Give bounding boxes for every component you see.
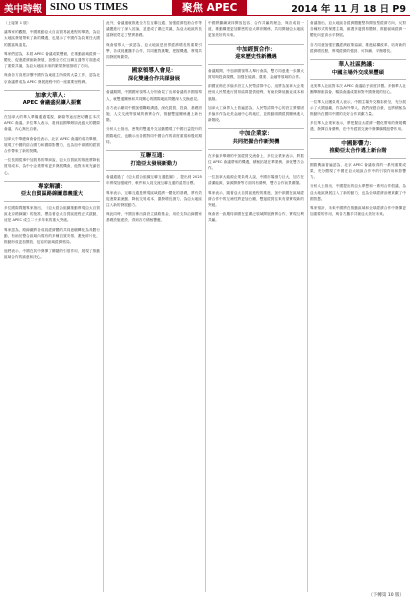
continued-on-page-note: （下轉第 10 版）	[368, 593, 404, 598]
subheading-line-1: 中國影響力：	[341, 140, 375, 147]
article-paragraph: 一位長期從事中加貿易的華商說，亞太自貿區的推進將降低貿易成本，為中小企業帶來更多發展機會，他對未來充滿信心。	[4, 158, 100, 175]
issue-date: 2014 年 11 月 18 日 P9	[291, 3, 406, 15]
article-column-1	[4, 20, 100, 592]
subheading	[208, 128, 304, 149]
article-paragraph: 中國將繼續秉持開放包容、合作共贏的理念，與各成員一道，推動構建更加緊密的亞太夥伴關係，共同開創亞太地區更加美好的未來。	[208, 21, 304, 38]
article-paragraph: 專家預計，未來中國將在推動區域和全球經濟合作中發揮更加重要的作用，與各方攜手共創亞太美好未來。	[310, 206, 406, 217]
subheading	[4, 181, 100, 202]
article-paragraph: 分析人士指出，中國提出的亞太夢想和一系列合作倡議，為亞太地區發展注入了新的動力，也為全球經濟治理貢獻了中國智慧。	[310, 184, 406, 201]
article-column-4	[310, 20, 406, 592]
subheading-line-1: 中加企業家：	[239, 131, 273, 138]
article-paragraph: 會議通過了《亞太經合組織互聯互通藍圖》，提出到 2025 年實現加強硬件、軟件和人員交流互聯互通的遠景目標。	[106, 175, 202, 186]
subheading-line-2: 共同把握合作新契機	[232, 139, 280, 146]
subheading	[310, 59, 406, 80]
subheading-line-2: APEC 會議盛況讓人振奮	[22, 100, 82, 107]
subheading-line-2: 推動亞太合作邁上新台階	[329, 148, 387, 155]
article-paragraph: 一位華人社團負責人表示，中國主場外交精彩紛呈，充分展示了大國風範，作為海外華人，我們深感自豪，也將積極為推動所在國同中國的友好合作貢獻力量。	[310, 99, 406, 117]
article-paragraph: 會議期間，中加兩國領導人舉行會談，雙方同意進一步擴大貿易與投資規模，加強在能源、農業、金融等領域的合作。	[208, 68, 304, 79]
article-paragraph: 加拿大工商界人士普遍認為，人民幣清算中心的設立將鞏固多倫多作為北美金融中心的地位，並推動兩國經貿關係進入新階段。	[208, 105, 304, 123]
continuation-note: （上接第 1 版）	[4, 21, 31, 25]
article-column-2	[106, 20, 202, 592]
subheading	[208, 44, 304, 65]
section-title: 聚焦 APEC	[172, 0, 247, 15]
subheading-line-2: 打造亞太發展新動力	[130, 160, 178, 167]
newspaper-logo: 美中時報	[0, 0, 46, 15]
article-paragraph: 各方同意加強宏觀經濟政策協調，推進結構改革，培育新的經濟增長點，實現經濟的強勁、可持續、平衡增長。	[310, 42, 406, 53]
article-paragraph: 各方表示願同中國加強戰略溝通，深化經貿、投資、基礎設施、人文交流等領域的務實合作，推動雙邊關係邁上新台階。	[106, 105, 202, 123]
subheading-line-2: 中國主場外交成果豐碩	[332, 69, 384, 76]
article-paragraph: 北美華人社區對本次 APEC 會議給予高度評價。多個華人社團舉辦座談會，暢談會議成果和對中國發展的信心。	[310, 84, 406, 95]
article-paragraph: 與會各方高度評價中國作為東道主所做的大量工作，認為北京會議將成為 APEC 發展進程中的一座重要里程碑。	[4, 73, 100, 84]
subheading	[106, 150, 202, 171]
article-paragraph: 專家表示，隨著亞太自貿區進程的推進，加中兩國在區域經濟合作中的互補性將更加凸顯，雙邊經貿往來有望實現新的突破。	[208, 190, 304, 208]
article-paragraph: 在多倫多舉辦的中加經貿交流會上，多位企業家表示，將抓住 APEC 會議帶來的機遇，積極拓展在華業務，深化雙方合作。	[208, 153, 304, 171]
article-paragraph: 多位華人企業家表示，將把握亞太經濟一體化帶來的發展機遇，發揮自身優勢，在中外經貿交流中發揮橋樑紐帶作用。	[310, 121, 406, 132]
subheading-line-1: 專家解讀：	[38, 183, 66, 190]
article-paragraph: 此外，會議還就推進全方位互聯互通、加強經濟技術合作等議題進行了深入討論，並達成了廣泛共識，為亞太地區的長遠發展奠定了堅實基礎。	[106, 21, 202, 38]
subheading-line-1: 中加經貿合作：	[236, 46, 276, 53]
subheading	[4, 90, 100, 111]
article-paragraph: 會議指出，亞太地區各經濟體應堅持開放型經濟方向，反對各種形式的保護主義，維護多邊貿易體制，推動區域經濟一體化向更高水平發展。	[310, 21, 406, 38]
newspaper-name: SINO US TIMES	[50, 2, 129, 13]
article-column-3	[208, 20, 304, 592]
article-paragraph: 多位國際問題專家指出，《亞太經合組織推動實現亞太自貿區北京路線圖》的批准，標誌著亞太自貿區進程正式啟動，這是 APEC 成立二十多年來的重大突破。	[4, 206, 100, 223]
subheading	[310, 138, 406, 159]
article-paragraph: 在加拿大的華人華僑通過電視、網絡等途徑密切關注本次 APEC 會議。多位華人表示，看到祖國舉辦如此盛大的國際會議，內心無比自豪。	[4, 115, 100, 132]
article-paragraph: 會議期間，中國國家領導人分別會見了出席會議的多國領導人，就雙邊關係和共同關心的國際地區問題深入交換意見。	[106, 90, 202, 101]
subheading-line-2: 迎來歷史性新機遇	[235, 54, 277, 61]
article-paragraph: 兩國宣佈在多倫多設立人民幣清算中心，這將為加拿大企業使用人民幣進行貿易結算提供便利，有助於降低匯兌成本和風險。	[208, 84, 304, 101]
article-paragraph: 與會領導人一致認為，亞太地區是世界經濟增長的重要引擎，各成員應攜手合作，共同應對挑戰，把握機遇，實現共同發展與繁榮。	[106, 42, 202, 60]
masthead	[0, 0, 410, 16]
column-divider	[307, 20, 308, 592]
article-paragraph: 與此同時，中國宣佈出資設立絲路基金，用於支持沿線國家基礎設施建設，得到各方積極響應。	[106, 212, 202, 223]
article-paragraph: 專家表示，互聯互通是實現區域經濟一體化的基礎，將有效促進要素流動、降低交易成本、激發增長潛力，為亞太地區注入新的發展動力。	[106, 190, 202, 208]
subheading-line-2: 亞太自貿區路線圖意義重大	[20, 191, 84, 198]
article-paragraph: 加拿大中華總商會會長表示，北京 APEC 會議的成功舉辦，展現了中國的綜合國力和國際影響力，也為加中兩國的經貿合作帶來了新的契機。	[4, 136, 100, 154]
article-paragraph: 國際輿論普遍認為，北京 APEC 會議取得的一系列重要成果，充分體現了中國在亞太地區合作中的引領作用和影響力。	[310, 162, 406, 180]
column-divider	[205, 20, 206, 592]
article-paragraph: 分析人士指出，密集的雙邊外交活動體現了中國日益提升的國際地位，也顯示出各國對同中國合作的高度重視和殷切期待。	[106, 127, 202, 144]
subheading	[106, 65, 202, 86]
subheading-line-2: 深化雙邊合作共謀發展	[128, 75, 180, 82]
article-paragraph: 議專家的觀點，中國推動亞太自由貿易區進程的舉措，為亞太地區發展帶來了新的機遇，也展示了中國作為負責任大國的擔當與遠見。	[4, 30, 100, 47]
article-paragraph: 專家認為，路線圖將各成員經濟體的共同意願轉化為具體行動，有助於整合區域內現有的多種自貿安排，避免碎片化，推動形成更加開放、包容的區域經濟格局。	[4, 227, 100, 245]
article-paragraph: 與會者一致期待兩國在更廣泛領域開展務實合作，實現互利共贏。	[208, 212, 304, 223]
subheading-line-1: 互聯互通：	[140, 153, 168, 160]
subheading-line-1: 國家領導人會見：	[131, 68, 177, 75]
article-paragraph: 專家們認為，本屆 APEC 會議成果豐碩，在推動區域經濟一體化、促進經濟創新發展、加強全方位互聯互通等方面達成了重要共識，為亞太地區未來的繁榮發展指明了方向。	[4, 51, 100, 69]
article-paragraph: 他們表示，中國在其中發揮了關鍵的引領作用，展現了推動區域合作的誠意和決心。	[4, 249, 100, 260]
column-divider	[103, 20, 104, 592]
subheading-line-1: 加拿大華人：	[35, 92, 69, 99]
subheading-line-1: 華人社區熱議：	[338, 62, 378, 69]
article-paragraph: 一位加拿大能源企業負責人說，中國市場潛力巨大，加方在清潔能源、資源開發等方面具有優勢，雙方合作前景廣闊。	[208, 175, 304, 186]
